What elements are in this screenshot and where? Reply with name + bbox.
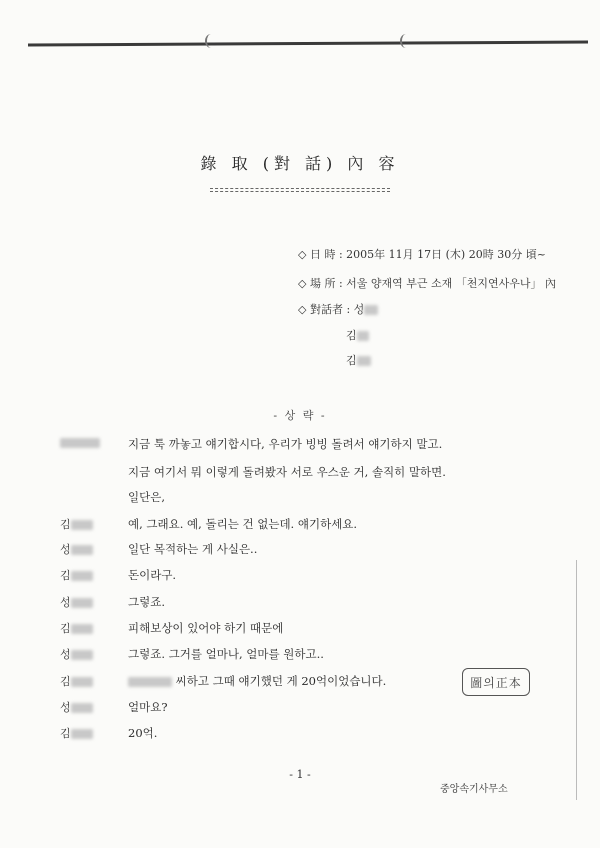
redaction <box>357 331 369 341</box>
redaction <box>71 729 93 739</box>
redaction <box>364 305 378 315</box>
date-label: ◇ 日 時 : <box>298 248 343 261</box>
redaction <box>71 677 93 687</box>
dialogue-line: 씨하고 그때 얘기했던 게 20억이었습니다. <box>128 673 386 689</box>
speaker-label: 성 <box>60 594 93 610</box>
speaker-label: 김 <box>60 567 93 583</box>
page-number: - 1 - <box>289 768 311 781</box>
redaction <box>128 677 172 687</box>
place-label: ◇ 場 所 : <box>298 277 343 290</box>
office-name: 중앙속기사무소 <box>440 784 508 795</box>
redaction <box>71 571 93 581</box>
redaction <box>71 520 93 530</box>
meta-speakers <box>298 301 378 317</box>
meta-speaker-3 <box>346 352 371 368</box>
dialogue-line: 얼마요? <box>128 700 168 714</box>
redaction <box>71 545 93 555</box>
speaker-label: 성 <box>60 699 93 715</box>
dialogue-line: 지금 툭 까놓고 얘기합시다, 우리가 빙빙 돌려서 얘기하지 말고. <box>128 437 443 451</box>
scan-edge <box>576 560 577 800</box>
speaker-label: 성 <box>60 541 93 557</box>
speaker-label: 김 <box>60 620 93 636</box>
speaker-label <box>60 436 100 449</box>
speaker-name: 성 <box>353 303 365 316</box>
dialogue-line: 돈이라구. <box>128 568 177 582</box>
dialogue-line: 그렇죠. <box>128 595 165 609</box>
redaction <box>71 703 93 713</box>
speaker-label: 김 <box>60 516 93 532</box>
dialogue-line: 그렇죠. 그거를 얼마나, 얼마를 원하고.. <box>128 647 324 661</box>
scan-mark <box>400 34 412 48</box>
speaker-name: 김 <box>346 354 357 367</box>
speaker-label: 성 <box>60 646 93 662</box>
redaction <box>71 624 93 634</box>
title-rule <box>210 188 390 192</box>
dialogue-line: 예, 그래요. 예, 돌리는 건 없는데. 얘기하세요. <box>128 517 358 531</box>
dialogue-line: 일단 목적하는 게 사실은.. <box>128 542 258 556</box>
dialogue-line: 지금 여기서 뭐 이렇게 돌려봤자 서로 우스운 거, 솔직히 말하면. <box>128 465 446 479</box>
place-value: 서울 양재역 부근 소재 「천지연사우나」 內 <box>346 277 557 290</box>
meta-date <box>298 246 546 262</box>
meta-place <box>298 275 556 291</box>
omitted-marker: - 상 략 - <box>273 409 327 422</box>
speakers-label: ◇ 對話者 : <box>298 303 351 316</box>
dialogue-line: 피해보상이 있어야 하기 때문에 <box>128 621 284 635</box>
date-value: 2005年 11月 17日 (木) 20時 30分 頃~ <box>346 248 546 261</box>
speaker-label: 김 <box>60 673 93 689</box>
scan-mark <box>205 34 217 48</box>
speaker-label: 김 <box>60 725 93 741</box>
meta-speaker-2 <box>346 327 369 343</box>
redaction <box>71 598 93 608</box>
redaction <box>60 438 100 448</box>
official-stamp: 圖의正本 <box>462 668 530 696</box>
dialogue-line: 일단은, <box>128 490 165 504</box>
dialogue-line: 20억. <box>128 726 158 740</box>
redaction <box>71 650 93 660</box>
redaction <box>357 356 371 366</box>
speaker-name: 김 <box>346 329 357 342</box>
page-title: 錄 取 (對 話) 內 容 <box>200 154 400 173</box>
top-rule <box>28 41 588 47</box>
